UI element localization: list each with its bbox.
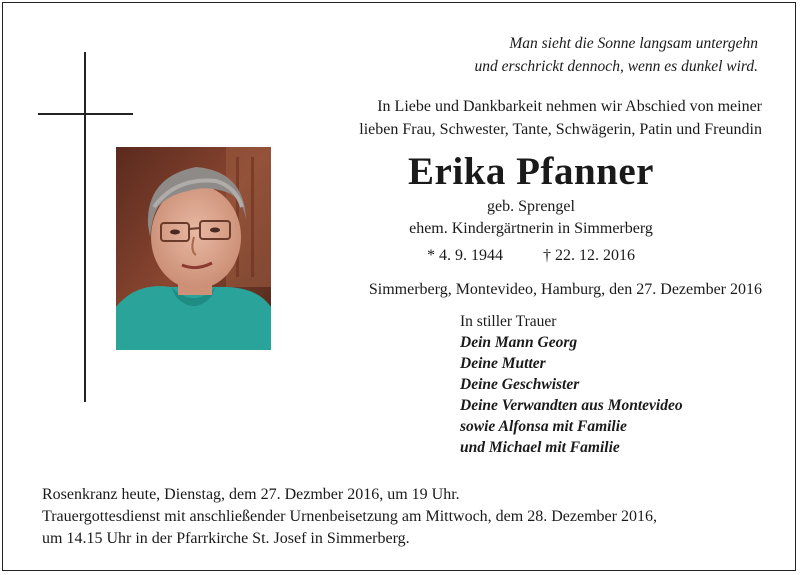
notice-line-2: Trauergottesdienst mit anschließender Urnenbeisetzung am Mittwoch, dem 28. Dezember 2016, (42, 508, 657, 525)
mourners-block (460, 311, 760, 458)
cross-vertical-bar (84, 52, 86, 402)
birth-symbol: * (427, 247, 435, 264)
mourner-item: und Michael mit Familie (460, 439, 620, 456)
mourner-item: Deine Verwandten aus Montevideo (460, 397, 683, 414)
intro-line-1: In Liebe und Dankbarkeit nehmen wir Abschied von meiner (377, 98, 762, 115)
notice-line-1: Rosenkranz heute, Dienstag, dem 27. Dezmber 2016, um 19 Uhr. (42, 486, 460, 503)
mourners-lead: In stiller Trauer (460, 313, 557, 330)
mourner-item: sowie Alfonsa mit Familie (460, 418, 627, 435)
place-date: Simmerberg, Montevideo, Hamburg, den 27. Dezember 2016 (368, 281, 762, 298)
mourner-item: Deine Mutter (460, 355, 546, 372)
cross-horizontal-bar (38, 113, 133, 115)
portrait-photo (116, 147, 271, 350)
birth-date: 4. 9. 1944 (439, 247, 503, 264)
poem-line-1: Man sieht die Sonne langsam untergehn (509, 35, 758, 52)
death-date: 22. 12. 2016 (555, 247, 635, 264)
service-notice (42, 484, 782, 550)
poem-quote (440, 32, 758, 78)
portrait-illustration (116, 147, 271, 350)
intro-line-2: lieben Frau, Schwester, Tante, Schwägerin, Patin und Freundin (359, 121, 762, 138)
intro-text (300, 95, 762, 141)
death-symbol: † (543, 247, 551, 264)
notice-line-3: um 14.15 Uhr in der Pfarrkirche St. Josef in Simmerberg. (42, 530, 410, 547)
deceased-name: Erika Pfanner (408, 150, 654, 193)
mourner-item: Dein Mann Georg (460, 334, 578, 351)
mourner-item: Deine Geschwister (460, 376, 580, 393)
poem-line-2: und erschrickt dennoch, wenn es dunkel wird. (474, 58, 758, 75)
occupation: ehem. Kindergärtnerin in Simmerberg (409, 220, 653, 237)
life-dates (300, 245, 762, 267)
maiden-name: geb. Sprengel (487, 198, 575, 215)
